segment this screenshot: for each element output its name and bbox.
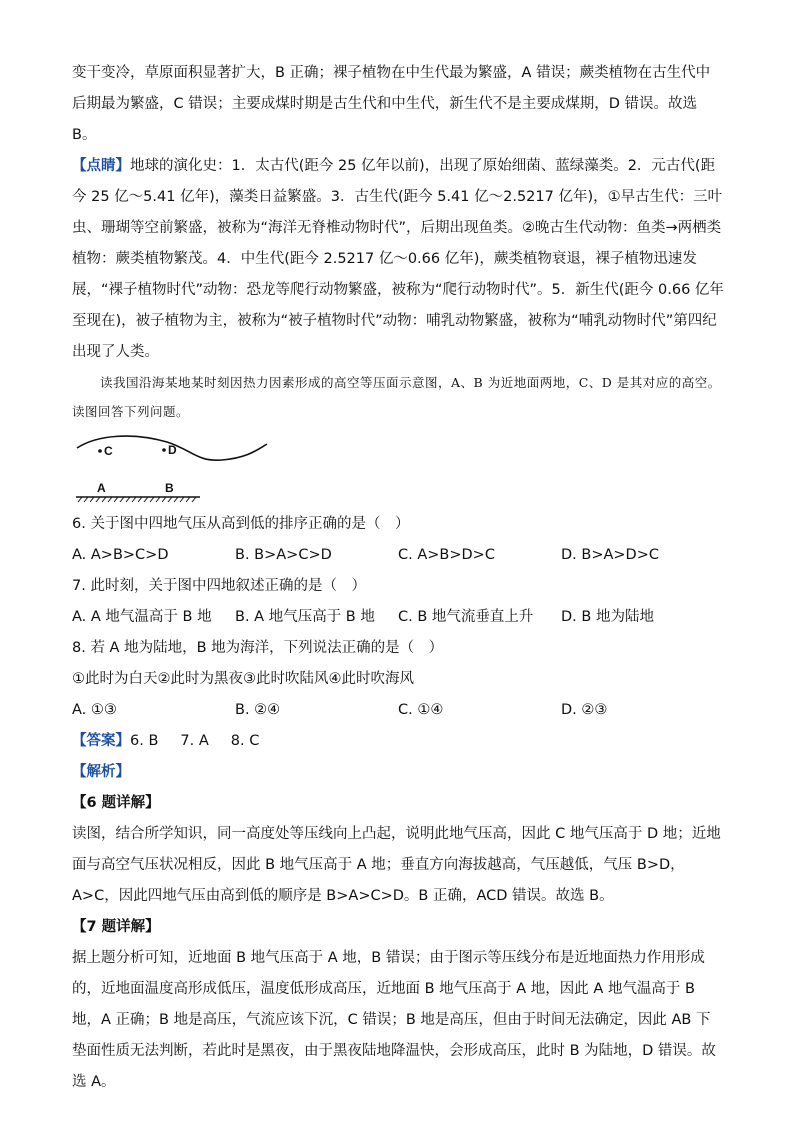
- q7-detail-heading: 【7 题详解】: [72, 919, 160, 935]
- option: D. B>A>D>C: [561, 547, 659, 563]
- q6-detail-heading: 【6 题详解】: [72, 795, 160, 811]
- question-7-stem: 7. 此时刻，关于图中四地叙述正确的是（ ）: [72, 578, 366, 594]
- answer-heading: 【答案】: [72, 733, 130, 749]
- point-c: [98, 449, 102, 453]
- tip-paragraph: [72, 151, 724, 368]
- option: B. A 地气压高于 B 地: [235, 609, 375, 625]
- option: A. ①③: [72, 702, 117, 718]
- isobar-svg: [72, 430, 272, 505]
- q6-detail-body: 读图，结合所学知识，同一高度处等压线向上凸起，说明此地气压高，因此 C 地气压高于 D 地；近地面与高空气压状况相反，因此 B 地气压高于 A 地；垂直方向海拔越高，气压越低，气压 B>D，A>C，因此四地气压由高到低的顺序是 B>A>C>D。B 正确，ACD 错误。故选 B。: [72, 826, 721, 904]
- analysis-heading: 【解析】: [72, 764, 130, 780]
- option: D. B 地为陆地: [561, 609, 654, 625]
- option: C. B 地气流垂直上升: [398, 609, 534, 625]
- question-6-options: [72, 540, 724, 571]
- tip-heading: 【点睛】: [72, 158, 130, 174]
- document-page: [72, 58, 724, 1098]
- answer-6: 6. B: [130, 733, 159, 749]
- label-a: A: [97, 481, 106, 495]
- option: A. A>B>C>D: [72, 547, 169, 563]
- question-8-stem: 8. 若 A 地为陆地，B 地为海洋，下列说法正确的是（ ）: [72, 640, 444, 656]
- option: C. A>B>D>C: [398, 547, 495, 563]
- point-d: [162, 448, 166, 452]
- option: B. ②④: [235, 702, 281, 718]
- paragraph-continuation: 变干变冷，草原面积显著扩大，B 正确；裸子植物在中生代最为繁盛，A 错误；蕨类植物在古生代中后期最为繁盛，C 错误；主要成煤时期是古生代和中生代，新生代不是主要成煤期，D 错误。故选 B。: [72, 65, 711, 143]
- label-d: D: [168, 443, 177, 457]
- question-7-options: [72, 602, 724, 633]
- q7-detail-body: 据上题分析可知，近地面 B 地气压高于 A 地，B 错误；由于图示等压线分布是近地面热力作用形成的，近地面温度高形成低压，温度低形成高压，近地面 B 地气压高于 A 地，因此 A 地气温高于 B 地，A 正确；B 地是高压，气流应该下沉，C 错误；B 地是高压，但由于时间无法确定，因此 AB 下垫面性质无法判断，若此时是黑夜，由于黑夜陆地降温快，会形成高压，此时 B 为陆地，D 错误。故选 A。: [72, 950, 716, 1090]
- isobar-diagram: [72, 430, 724, 505]
- question-8-options: [72, 695, 724, 726]
- answer-7: 7. A: [180, 733, 209, 749]
- question-8-statements: ①此时为白天②此时为黑夜③此时吹陆风④此时吹海风: [72, 671, 414, 687]
- option: B. B>A>C>D: [235, 547, 332, 563]
- answer-8: 8. C: [230, 733, 260, 749]
- label-b: B: [165, 481, 174, 495]
- question-6-stem: 6. 关于图中四地气压从高到低的排序正确的是（ ）: [72, 516, 410, 532]
- answer-row: [72, 726, 724, 757]
- tip-body: 地球的演化史：1．太古代(距今 25 亿年以前)，出现了原始细菌、蓝绿藻类。2．元古代(距今 25 亿～5.41 亿年)，藻类日益繁盛。3．古生代(距今 5.41 亿～2.5217 亿年)，①早古生代：三叶虫、珊瑚等空前繁盛，被称为“海洋无脊椎动物时代”，后期出现鱼类。②晚古生代动物：鱼类→两栖类植物：蕨类植物繁茂。4．中生代(距今 2.5217 亿～0.66 亿年)，蕨类植物衰退，裸子植物迅速发展，“裸子植物时代”动物：恐龙等爬行动物繁盛，被称为“爬行动物时代”。5．新生代(距今 0.66 亿年至现在)，被子植物为主，被称为“被子植物时代”动物：哺乳动物繁盛，被称为“哺乳动物时代”第四纪出现了人类。: [72, 158, 724, 360]
- option: C. ①④: [398, 702, 444, 718]
- question-intro: 读我国沿海某地某时刻因热力因素形成的高空等压面示意图，A、B 为近地面两地，C、D 是其对应的高空。读图回答下列问题。: [72, 375, 721, 419]
- option: D. ②③: [561, 702, 608, 718]
- label-c: C: [104, 444, 113, 458]
- option: A. A 地气温高于 B 地: [72, 609, 212, 625]
